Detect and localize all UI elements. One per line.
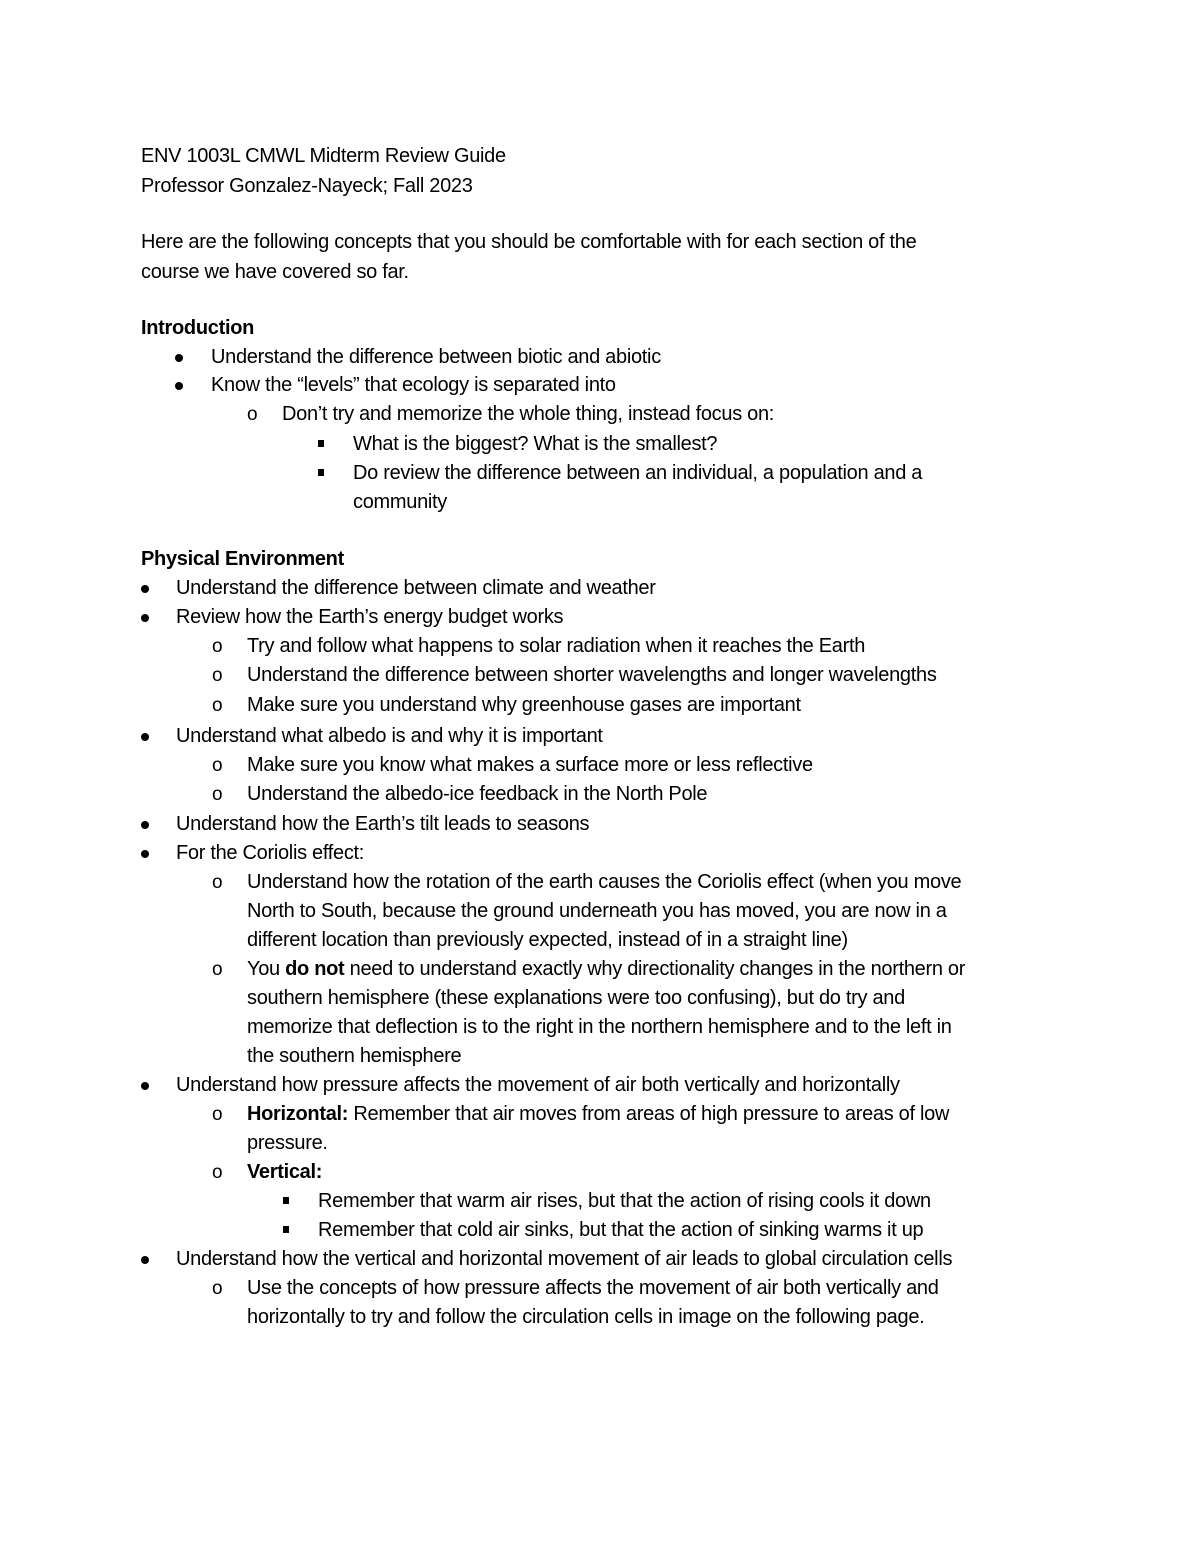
list-item: Understand how pressure affects the movement of air both vertically and horizontally (176, 1074, 900, 1096)
list-item-continuation: different location than previously expected, instead of in a straight line) (247, 929, 848, 951)
bullet-circle-icon: o (212, 755, 223, 776)
list-item-continuation: the southern hemisphere (247, 1045, 462, 1067)
list-item: Do review the difference between an individual, a population and a (353, 462, 923, 484)
bullet-circle-icon: o (212, 695, 223, 716)
list-item: Remember that warm air rises, but that the action of rising cools it down (318, 1190, 931, 1212)
list-item: Make sure you understand why greenhouse gases are important (247, 694, 801, 716)
bullet-disc-icon (175, 382, 183, 390)
list-item: Understand the difference between shorter wavelengths and longer wavelengths (247, 664, 937, 686)
bullet-circle-icon: o (212, 636, 223, 657)
list-item (247, 1100, 949, 1129)
list-item: Understand what albedo is and why it is important (176, 725, 603, 747)
list-item (247, 955, 965, 984)
bullet-disc-icon (141, 733, 149, 741)
list-item: Understand how the Earth’s tilt leads to seasons (176, 813, 590, 835)
bullet-circle-icon: o (247, 404, 258, 425)
bullet-circle-icon: o (212, 1162, 223, 1183)
list-item-continuation: horizontally to try and follow the circulation cells in image on the following page. (247, 1306, 925, 1328)
bullet-circle-icon: o (212, 784, 223, 805)
list-item: Don’t try and memorize the whole thing, instead focus on: (282, 403, 775, 425)
list-item: Understand how the vertical and horizontal movement of air leads to global circulation cells (176, 1248, 953, 1270)
list-item: Try and follow what happens to solar radiation when it reaches the Earth (247, 635, 866, 657)
list-item: Understand the albedo-ice feedback in the North Pole (247, 783, 708, 805)
list-item-continuation: community (353, 491, 447, 513)
text-run: need to understand exactly why directionality changes in the northern or (344, 958, 966, 980)
emphasis-do-not: do not (285, 958, 345, 980)
list-item: Understand how the rotation of the earth causes the Coriolis effect (when you move (247, 871, 962, 893)
bullet-disc-icon (141, 585, 149, 593)
bullet-square-icon (283, 1226, 289, 1233)
list-item: Remember that cold air sinks, but that the action of sinking warms it up (318, 1219, 924, 1241)
list-item: Understand the difference between climate and weather (176, 577, 656, 599)
label-vertical: Vertical: (247, 1161, 323, 1183)
bullet-circle-icon: o (212, 665, 223, 686)
list-item: What is the biggest? What is the smallest? (353, 433, 718, 455)
bullet-disc-icon (175, 354, 183, 362)
list-item-continuation: North to South, because the ground underneath you has moved, you are now in a (247, 900, 947, 922)
bullet-disc-icon (141, 850, 149, 858)
text-run: Remember that air moves from areas of high pressure to areas of low (348, 1103, 950, 1125)
list-item-continuation: memorize that deflection is to the right in the northern hemisphere and to the left in (247, 1016, 952, 1038)
label-horizontal: Horizontal: (247, 1103, 349, 1125)
bullet-circle-icon: o (212, 1278, 223, 1299)
bullet-disc-icon (141, 1256, 149, 1264)
bullet-circle-icon: o (212, 1104, 223, 1125)
list-item-continuation: southern hemisphere (these explanations were too confusing), but do try and (247, 987, 905, 1009)
bullet-circle-icon: o (212, 959, 223, 980)
list-item: For the Coriolis effect: (176, 842, 365, 864)
section-heading-introduction: Introduction (141, 317, 255, 339)
list-item: Use the concepts of how pressure affects the movement of air both vertically and (247, 1277, 939, 1299)
bullet-disc-icon (141, 1082, 149, 1090)
list-item: Understand the difference between biotic and abiotic (211, 346, 661, 368)
bullet-square-icon (283, 1197, 289, 1204)
list-item: Make sure you know what makes a surface more or less reflective (247, 754, 813, 776)
bullet-disc-icon (141, 821, 149, 829)
intro-line: course we have covered so far. (141, 261, 409, 283)
list-item: Know the “levels” that ecology is separated into (211, 374, 616, 396)
text-run: You (247, 958, 286, 980)
section-heading-physical-environment: Physical Environment (141, 548, 344, 570)
bullet-square-icon (318, 469, 324, 476)
list-item-continuation: pressure. (247, 1132, 328, 1154)
document-title: ENV 1003L CMWL Midterm Review Guide (141, 145, 506, 167)
document-subtitle: Professor Gonzalez-Nayeck; Fall 2023 (141, 175, 473, 197)
bullet-circle-icon: o (212, 872, 223, 893)
list-item: Review how the Earth’s energy budget works (176, 606, 564, 628)
bullet-square-icon (318, 440, 324, 447)
bullet-disc-icon (141, 614, 149, 622)
intro-line: Here are the following concepts that you should be comfortable with for each section of the (141, 231, 917, 253)
